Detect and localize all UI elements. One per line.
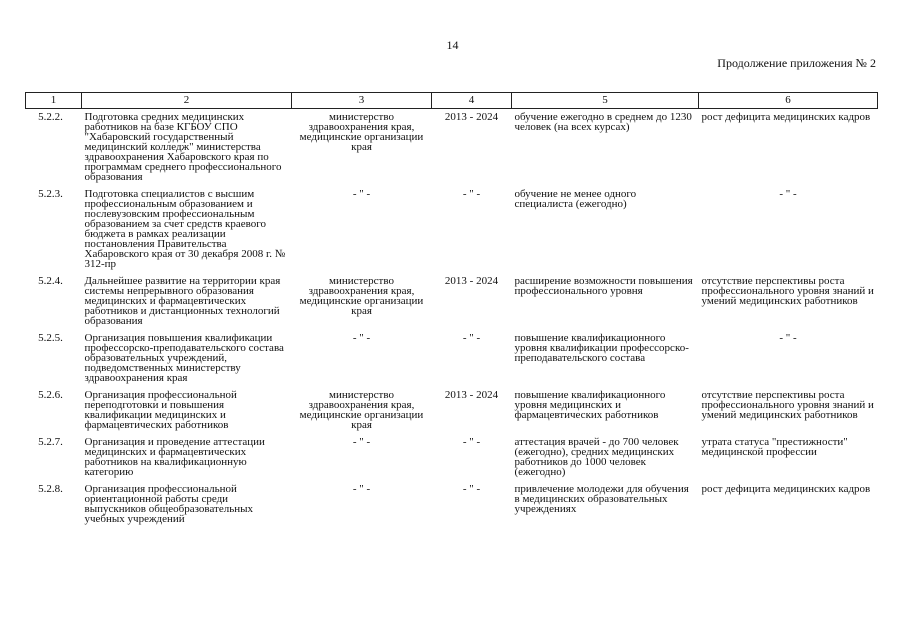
measure-title: Дальнейшее развитие на территории края системы непрерывного образования медицинских и фармацевтических работников и дистанционных технологий образования [84,275,281,327]
measure-title: Организация профессиональной переподготовки и повышения квалификации медицинских и фармацевтических работников [84,389,237,431]
row-number: 5.2.7. [38,436,63,448]
page-number: 14 [446,38,459,52]
executor: - " - [352,188,371,200]
expected-result: аттестация врачей - до 700 человек (ежегодно), средних медицинских работников до 1000 человек (ежегодно) [514,436,679,478]
executor: министерство здравоохранения края, медицинские организации края [299,111,424,153]
period: 2013 - 2024 [444,275,499,287]
executor: - " - [352,436,371,448]
measure-title: Организация и проведение аттестации медицинских и фармацевтических работников на квалификационную категорию [84,436,265,478]
executor: - " - [352,332,371,344]
row-number: 5.2.6. [38,389,63,401]
executor: - " - [352,483,371,495]
period: 2013 - 2024 [444,389,499,401]
header-cell: 1 [26,93,82,109]
risk: отсутствие перспективы роста профессионального уровня знаний и умений медицинских работников [701,389,874,421]
period: - " - [462,436,481,448]
header-cell: 3 [292,93,432,109]
header-cell: 6 [699,93,878,109]
continuation-label: Продолжение приложения № 2 [717,56,876,70]
period: - " - [462,188,481,200]
measure-title: Организация повышения квалификации профессорско-преподавательского состава образовательных учреждений, подведомственных министерству здравоохранения края [84,332,284,384]
expected-result: обучение ежегодно в среднем до 1230 человек (на всех курсах) [514,111,692,133]
row-number: 5.2.3. [38,188,63,200]
table-row [26,387,878,434]
table-row [26,330,878,387]
expected-result: привлечение молодежи для обучения в медицинских образовательных учреждениях [514,483,689,515]
table-row [26,273,878,330]
header-cell: 5 [512,93,699,109]
risk: - " - [779,332,797,344]
measures-table [25,92,878,528]
period: 2013 - 2024 [444,111,499,123]
risk: отсутствие перспективы роста профессионального уровня знаний и умений медицинских работников [701,275,874,307]
table-row [26,186,878,273]
header-cell: 2 [82,93,292,109]
measure-title: Организация профессиональной ориентационной работы среди выпускников общеобразовательных учебных учреждений [84,483,254,525]
executor: министерство здравоохранения края, медицинские организации края [299,275,424,317]
header-row [26,93,878,109]
executor: министерство здравоохранения края, медицинские организации края [299,389,424,431]
expected-result: повышение квалификационного уровня медицинских и фармацевтических работников [514,389,666,421]
expected-result: повышение квалификационного уровня квалификации профессорско-преподавательского состава [514,332,689,364]
table-row [26,109,878,187]
risk: рост дефицита медицинских кадров [701,111,871,123]
expected-result: обучение не менее одного специалиста (ежегодно) [514,188,637,210]
header-cell: 4 [432,93,512,109]
measure-title: Подготовка средних медицинских работников на базе КГБОУ СПО "Хабаровский государственный медицинский колледж" министерства здравоохранения Хабаровского края по программам среднего профессионального образования [84,111,282,183]
row-number: 5.2.4. [38,275,63,287]
risk: - " - [779,188,797,200]
row-number: 5.2.2. [38,111,63,123]
table-row [26,434,878,481]
period: - " - [462,483,481,495]
risk: утрата статуса "престижности" медицинской профессии [701,436,848,458]
row-number: 5.2.5. [38,332,63,344]
period: - " - [462,332,481,344]
measure-title: Подготовка специалистов с высшим профессиональным образованием и послевузовским профессиональным образованием за счет средств краевого бюджета в рамках реализации постановления Правительства Хабаровского края от 30 декабря 2008 г. № 312-пр [84,188,286,270]
table-row [26,481,878,528]
risk: рост дефицита медицинских кадров [701,483,871,495]
row-number: 5.2.8. [38,483,63,495]
expected-result: расширение возможности повышения профессионального уровня [514,275,693,297]
